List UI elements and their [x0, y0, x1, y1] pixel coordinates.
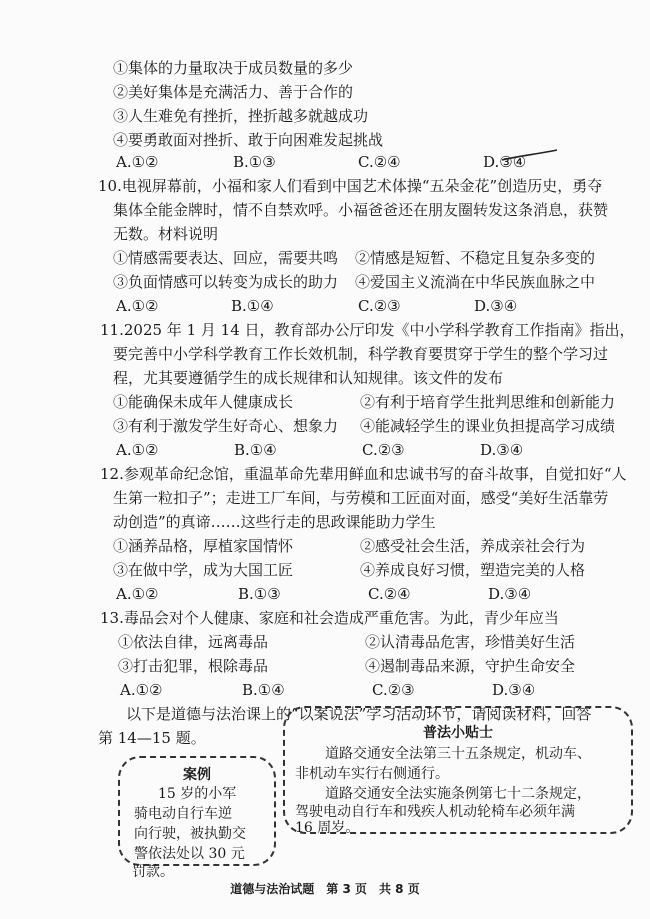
q9-item-4: ④要勇敢面对挫折、敢于向困难发起挑战: [113, 131, 384, 149]
q10-option-c: C.②③: [358, 297, 401, 315]
q10-item-4: ④爱国主义流淌在中华民族血脉之中: [355, 273, 596, 291]
case-box-line-1: 15 岁的小军: [158, 786, 237, 802]
q10-stem-line-1: 10.电视屏幕前，小福和家人们看到中国艺术体操“五朵金花”创造历史，勇夺: [98, 177, 603, 195]
q10-options: [116, 296, 517, 316]
q9-item-3: ③人生难免有挫折，挫折越多就越成功: [113, 107, 369, 125]
q12-item-2: ②感受社会生活，养成亲社会行为: [360, 537, 586, 555]
intro-line-2: 第 14—15 题。: [98, 729, 206, 747]
q12-item-3: ③在做中学，成为大国工匠: [113, 561, 294, 579]
q10-item-1: ①情感需要表达、回应，需要共鸣: [113, 249, 339, 267]
case-box-line-4: 警依法处以 30 元: [134, 846, 245, 862]
q11-item-4: ④能减轻学生的课业负担提高学习成绩: [360, 417, 616, 435]
q11-item-1: ①能确保未成年人健康成长: [113, 393, 294, 411]
q9-options: [116, 152, 526, 172]
q9-option-d: D.③④: [483, 153, 527, 171]
tips-box-line-2: 非机动车实行右侧通行。: [295, 766, 449, 782]
case-box-line-2: 骑电动自行车逆: [134, 806, 232, 822]
tips-box-line-1: 道路交通安全法第三十五条规定，机动车、: [325, 746, 591, 762]
q12-stem-line-2: 生第一粒扣子”；走进工厂车间，与劳模和工匠面对面，感受“美好生活靠劳: [113, 489, 609, 507]
q13-options: [120, 680, 535, 700]
q11-option-b: B.①④: [234, 441, 277, 459]
q11-option-d: D.③④: [480, 441, 524, 459]
q11-option-a: A.①②: [116, 441, 159, 459]
q12-item-4: ④养成良好习惯，塑造完美的人格: [360, 561, 586, 579]
q11-stem-line-2: 要完善中小学科学教育工作长效机制，科学教育要贯穿于学生的整个学习过: [113, 345, 609, 363]
q9-item-1: ①集体的力量取决于成员数量的多少: [113, 59, 354, 77]
q11-option-c: C.②③: [362, 441, 405, 459]
tips-box: [283, 706, 633, 834]
q9-option-c: C.②④: [358, 153, 401, 171]
q13-item-1: ①依法自律，远离毒品: [118, 633, 269, 651]
q12-stem-line-3: 动创造”的真谛……这些行走的思政课能助力学生: [113, 513, 436, 531]
q10-option-a: A.①②: [116, 297, 159, 315]
q9-option-a: A.①②: [116, 153, 159, 171]
case-box-line-3: 向行驶，被执勤交: [134, 826, 246, 842]
q13-option-b: B.①④: [242, 681, 285, 699]
q9-item-2: ②美好集体是充满活力、善于合作的: [113, 83, 354, 101]
q12-item-1: ①涵养品格，厚植家国情怀: [113, 537, 294, 555]
q12-option-d: D.③④: [488, 585, 532, 603]
q12-options: [116, 584, 531, 604]
q10-stem-line-3: 无数。材料说明: [113, 225, 219, 243]
q13-option-a: A.①②: [120, 681, 163, 699]
q13-option-d: D.③④: [492, 681, 536, 699]
q10-option-d: D.③④: [474, 297, 518, 315]
q10-item-2: ②情感是短暂、不稳定且复杂多变的: [355, 249, 596, 267]
q13-item-3: ③打击犯罪，根除毒品: [118, 657, 269, 675]
q12-stem-line-1: 12.参观革命纪念馆，重温革命先辈用鲜血和忠诚书写的奋斗故事，自觉扣好“人: [100, 465, 627, 483]
q12-option-a: A.①②: [116, 585, 159, 603]
q10-option-b: B.①④: [231, 297, 274, 315]
q13-item-4: ④遏制毒品来源，守护生命安全: [365, 657, 576, 675]
q10-stem-line-2: 集体全能金牌时，情不自禁欢呼。小福爸爸还在朋友圈转发这条消息，获赞: [113, 201, 609, 219]
case-box: [118, 756, 276, 866]
q10-item-3: ③负面情感可以转变为成长的助力: [113, 273, 339, 291]
pen-mark: [500, 146, 560, 166]
case-box-title: 案例: [183, 767, 211, 783]
q11-item-3: ③有利于激发学生好奇心、想象力: [113, 417, 339, 435]
q13-option-c: C.②③: [372, 681, 415, 699]
q11-stem-line-1: 11.2025 年 1 月 14 日，教育部办公厅印发《中小学科学教育工作指南》指出，: [100, 321, 635, 339]
q11-options: [116, 440, 523, 460]
q12-option-b: B.①③: [238, 585, 281, 603]
q13-item-2: ②认清毒品危害，珍惜美好生活: [365, 633, 576, 651]
intro-line-1: 以下是道德与法治课上的“以案说法”学习活动环节，请阅读材料，回答: [126, 705, 592, 723]
q11-item-2: ②有利于培育学生批判思维和创新能力: [360, 393, 616, 411]
tips-box-line-4: 驾驶电动自行车和残疾人机动轮椅车必须年满: [295, 804, 575, 820]
tips-box-title: 普法小贴士: [423, 725, 493, 741]
q11-stem-line-3: 程，尤其要遵循学生的成长规律和认知规律。该文件的发布: [113, 369, 504, 387]
q12-option-c: C.②④: [368, 585, 411, 603]
case-box-line-5: 罚款。: [132, 864, 174, 880]
page-footer: 道德与法治试题 第 3 页 共 8 页: [230, 882, 420, 896]
tips-box-line-5: 16 周岁。: [295, 820, 360, 836]
tips-box-line-3: 道路交通安全法实施条例第七十二条规定，: [325, 786, 591, 802]
q13-stem-line-1: 13.毒品会对个人健康、家庭和社会造成严重危害。为此，青少年应当: [100, 609, 559, 627]
q9-option-b: B.①③: [233, 153, 276, 171]
